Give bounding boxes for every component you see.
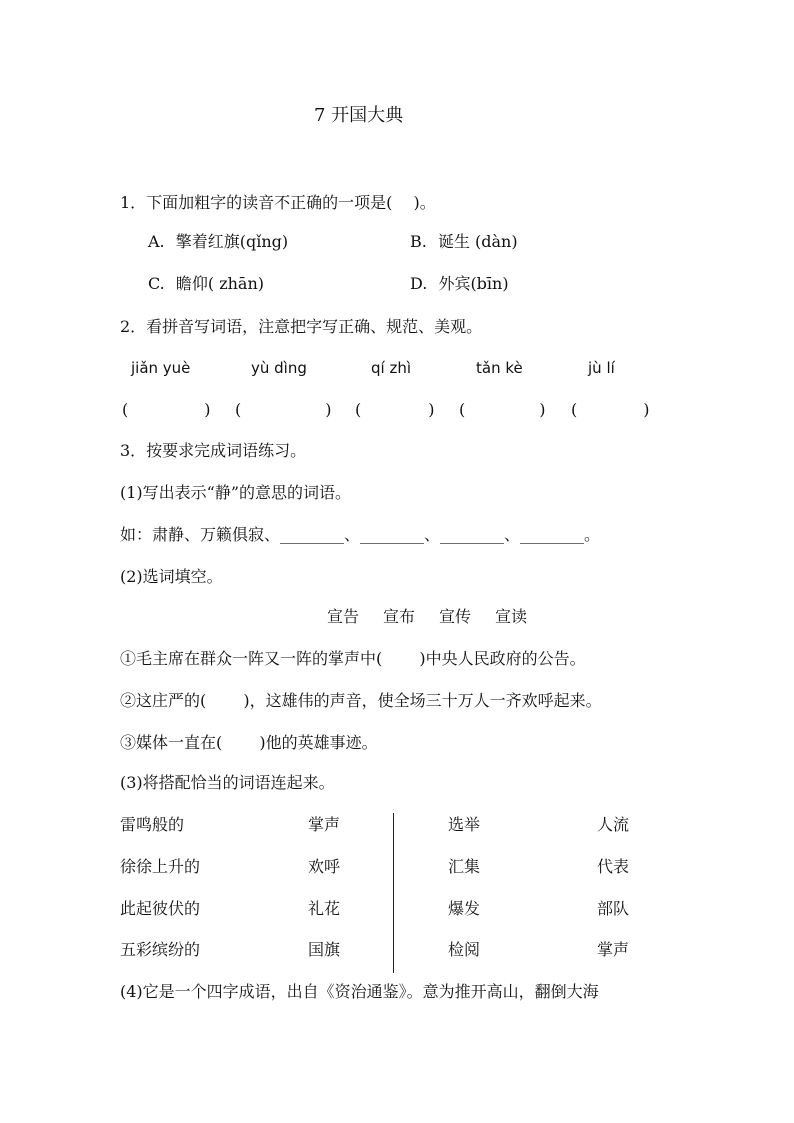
q1-option-d-text: 外宾(bīn) — [438, 274, 509, 293]
page-title: 7 开国大典 — [314, 105, 404, 126]
match-right-a-2[interactable]: 汇集 — [448, 857, 481, 876]
q2-pinyin-4: tǎn kè — [476, 359, 523, 377]
column-divider — [393, 813, 394, 973]
q3-part4-stem: (4)它是一个四字成语，出自《资治通鉴》。意为推开高山，翻倒大海 — [120, 982, 599, 1001]
match-right-a-1[interactable]: 选举 — [448, 815, 481, 834]
q1-option-c[interactable] — [148, 274, 264, 294]
word-choice-3: 宣传 — [439, 607, 472, 626]
q1-option-c-text: 瞻仰( zhān) — [175, 274, 265, 293]
match-left-a-3[interactable]: 此起彼伏的 — [120, 899, 201, 918]
q1-option-d[interactable] — [410, 274, 509, 294]
paren-open: ( — [459, 400, 466, 419]
paren-close: ) — [428, 400, 435, 419]
q2-answer-box-5[interactable] — [571, 400, 650, 420]
q2-stem: 2．看拼音写词语，注意把字写正确、规范、美观。 — [120, 317, 483, 336]
match-left-a-1[interactable]: 雷鸣般的 — [120, 815, 185, 834]
paren-open: ( — [235, 400, 242, 419]
match-right-a-4[interactable]: 检阅 — [448, 940, 481, 959]
match-right-b-3[interactable]: 部队 — [597, 899, 630, 918]
fill-item-2[interactable]: ②这庄严的( )，这雄伟的声音，使全场三十万人一齐欢呼起来。 — [120, 691, 602, 710]
q1-option-a-letter: A. — [148, 232, 165, 251]
paren-open: ( — [122, 400, 129, 419]
q2-pinyin-5: jù lí — [588, 359, 615, 377]
q2-pinyin-3: qí zhì — [371, 359, 412, 377]
paren-open: ( — [355, 400, 362, 419]
word-choice-1: 宣告 — [327, 607, 360, 626]
q3-part1-stem: (1)写出表示“静”的意思的词语。 — [120, 483, 352, 502]
q2-pinyin-2: yù dìng — [251, 359, 307, 377]
word-choice-4: 宣读 — [495, 607, 528, 626]
q3-part2-stem: (2)选词填空。 — [120, 567, 223, 586]
paren-close: ) — [539, 400, 546, 419]
word-choice-2: 宣布 — [383, 607, 416, 626]
q1-option-d-letter: D. — [410, 274, 428, 293]
match-right-b-4[interactable]: 掌声 — [597, 940, 630, 959]
q1-option-c-letter: C. — [148, 274, 165, 293]
q1-option-a-text: 擎着红旗(qǐng) — [175, 232, 289, 251]
match-left-a-4[interactable]: 五彩缤纷的 — [120, 940, 201, 959]
match-left-b-4[interactable]: 国旗 — [308, 940, 341, 959]
q3-part3-stem: (3)将搭配恰当的词语连起来。 — [120, 773, 335, 792]
q2-answer-box-3[interactable] — [355, 400, 435, 420]
q1-option-b[interactable] — [410, 232, 518, 252]
match-left-b-2[interactable]: 欢呼 — [308, 857, 341, 876]
q3-part1-example[interactable]: 如：肃静、万籁俱寂、________、________、________、________。 — [120, 525, 601, 544]
fill-item-1[interactable]: ①毛主席在群众一阵又一阵的掌声中( )中央人民政府的公告。 — [120, 649, 586, 668]
paren-close: ) — [325, 400, 332, 419]
match-left-b-1[interactable]: 掌声 — [308, 815, 341, 834]
q1-option-b-letter: B. — [410, 232, 427, 251]
paren-open: ( — [571, 400, 578, 419]
match-left-a-2[interactable]: 徐徐上升的 — [120, 857, 201, 876]
q2-pinyin-1: jiǎn yuè — [131, 359, 191, 377]
match-left-b-3[interactable]: 礼花 — [308, 899, 341, 918]
q1-stem: 1．下面加粗字的读音不正确的一项是( )。 — [120, 193, 436, 212]
paren-close: ) — [643, 400, 650, 419]
paren-close: ) — [204, 400, 211, 419]
q3-stem: 3．按要求完成词语练习。 — [120, 441, 307, 460]
match-right-b-2[interactable]: 代表 — [597, 857, 630, 876]
fill-item-3[interactable]: ③媒体一直在( )他的英雄事迹。 — [120, 733, 378, 752]
match-right-b-1[interactable]: 人流 — [597, 815, 630, 834]
q1-option-b-text: 诞生 (dàn) — [437, 232, 518, 251]
q2-answer-box-1[interactable] — [122, 400, 211, 420]
match-right-a-3[interactable]: 爆发 — [448, 899, 481, 918]
q2-answer-box-2[interactable] — [235, 400, 332, 420]
q2-answer-box-4[interactable] — [459, 400, 546, 420]
q1-option-a[interactable] — [148, 232, 288, 252]
